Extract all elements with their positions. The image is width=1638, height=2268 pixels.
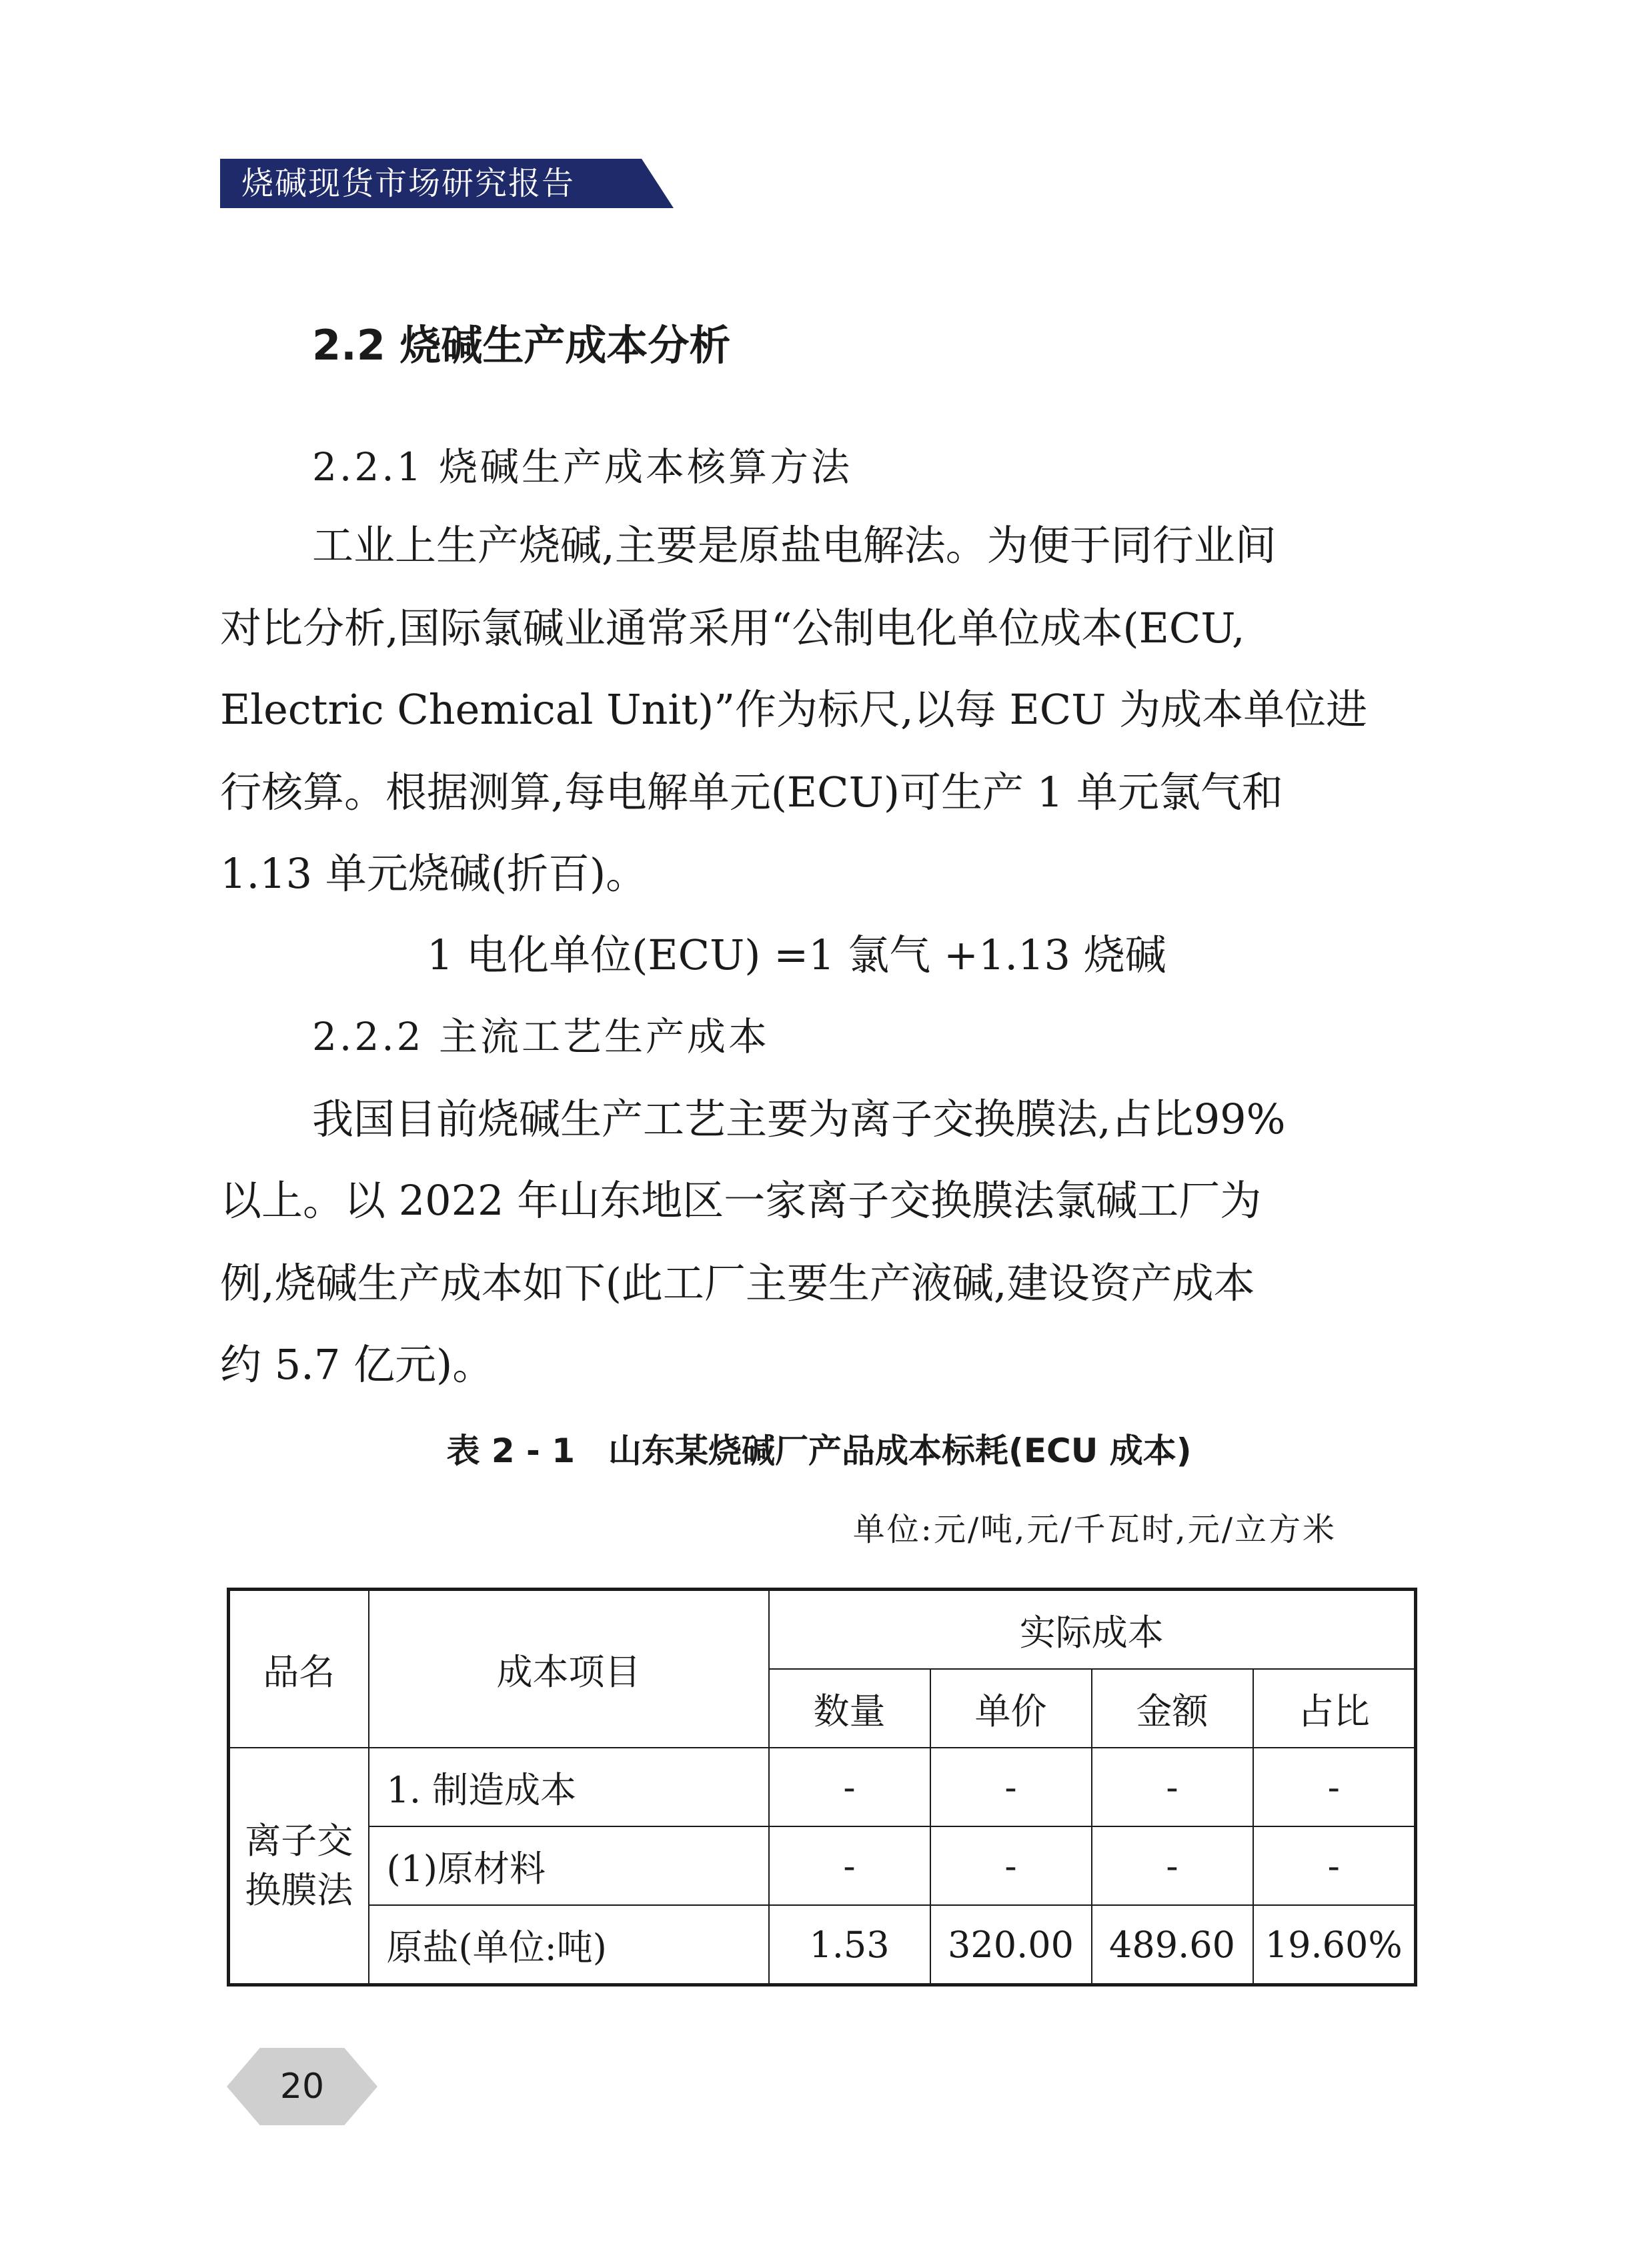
ratio-cell: - [1253, 1748, 1416, 1826]
amount-cell: 489.60 [1092, 1905, 1253, 1985]
paragraph-line: 约 5.7 亿元)。 [220, 1340, 494, 1389]
table-row [229, 1826, 1416, 1905]
cost-item-cell: 1. 制造成本 [369, 1748, 769, 1826]
quantity-cell: - [769, 1826, 930, 1905]
paragraph-line: 我国目前烧碱生产工艺主要为离子交换膜法,占比99% [312, 1095, 1286, 1143]
table-row [229, 1905, 1416, 1985]
header-ratio: 占比 [1253, 1669, 1416, 1748]
unit-price-cell: - [930, 1748, 1092, 1826]
paragraph-line: 工业上生产烧碱,主要是原盐电解法。为便于同行业间 [312, 521, 1277, 570]
table-caption: 表 2 - 1 山东某烧碱厂产品成本标耗(ECU 成本) [446, 1432, 1192, 1470]
quantity-cell: - [769, 1748, 930, 1826]
running-header-title: 烧碱现货市场研究报告 [241, 165, 576, 202]
header-amount: 金额 [1092, 1669, 1253, 1748]
amount-cell: - [1092, 1826, 1253, 1905]
header-product: 品名 [229, 1590, 369, 1748]
table-unit-note: 单位:元/吨,元/千瓦时,元/立方米 [852, 1511, 1337, 1548]
cost-item-cell: 原盐(单位:吨) [369, 1905, 769, 1985]
page-number: 20 [279, 2067, 325, 2107]
amount-cell: - [1092, 1748, 1253, 1826]
cost-table [227, 1588, 1417, 1987]
unit-price-cell: 320.00 [930, 1905, 1092, 1985]
paragraph-line: 以上。以 2022 年山东地区一家离子交换膜法氯碱工厂为 [220, 1176, 1262, 1225]
section-heading: 2.2 烧碱生产成本分析 [312, 321, 731, 370]
paragraph-line: 行核算。根据测算,每电解单元(ECU)可生产 1 单元氯气和 [220, 768, 1283, 816]
unit-price-cell: - [930, 1826, 1092, 1905]
paragraph-line: 例,烧碱生产成本如下(此工厂主要生产液碱,建设资产成本 [220, 1259, 1255, 1307]
header-quantity: 数量 [769, 1669, 930, 1748]
table-header-row [229, 1590, 1416, 1670]
cost-item-cell: (1)原材料 [369, 1826, 769, 1905]
paragraph-line: Electric Chemical Unit)”作为标尺,以每 ECU 为成本单位进 [220, 685, 1368, 734]
header-cost-item: 成本项目 [369, 1590, 769, 1748]
header-unit-price: 单价 [930, 1669, 1092, 1748]
product-name-cell: 离子交换膜法 [229, 1748, 369, 1985]
ratio-cell: 19.60% [1253, 1905, 1416, 1985]
table-row [229, 1748, 1416, 1826]
quantity-cell: 1.53 [769, 1905, 930, 1985]
subsection-heading-2: 2.2.2 主流工艺生产成本 [312, 1014, 770, 1059]
ratio-cell: - [1253, 1826, 1416, 1905]
header-actual-cost: 实际成本 [769, 1590, 1416, 1670]
formula: 1 电化单位(ECU) =1 氯气 +1.13 烧碱 [427, 931, 1166, 979]
subsection-heading-1: 2.2.1 烧碱生产成本核算方法 [312, 444, 853, 490]
paragraph-line: 对比分析,国际氯碱业通常采用“公制电化单位成本(ECU, [220, 604, 1245, 652]
paragraph-line: 1.13 单元烧碱(折百)。 [220, 849, 648, 898]
